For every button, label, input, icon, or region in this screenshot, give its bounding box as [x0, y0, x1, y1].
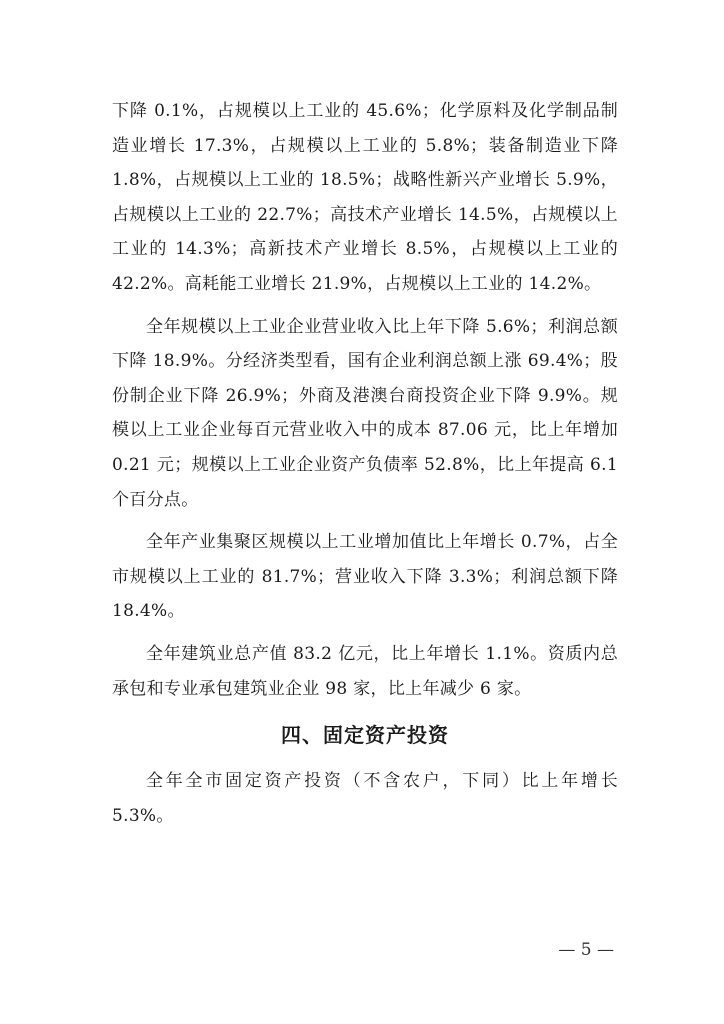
document-body	[112, 94, 618, 833]
paragraph-gap	[112, 302, 618, 310]
paragraph-industrial-cluster: 全年产业集聚区规模以上工业增加值比上年增长 0.7%，占全市规模以上工业的 81.7%；营业收入下降 3.3%；利润总额下降 18.4%。	[112, 532, 618, 622]
paragraph-gap	[112, 629, 618, 637]
paragraph-fixed-asset-investment: 全年全市固定资产投资（不含农户，下同）比上年增长 5.3%。	[112, 771, 618, 826]
section-title: 四、固定资产投资	[281, 723, 449, 748]
paragraph-construction: 全年建筑业总产值 83.2 亿元，比上年增长 1.1%。资质内总承包和专业承包建筑业企业 98 家，比上年减少 6 家。	[112, 643, 618, 699]
paragraph-industry-sectors: 下降 0.1%，占规模以上工业的 45.6%；化学原料及化学制品制造业增长 17.3%，占规模以上工业的 5.8%；装备制造业下降 1.8%，占规模以上工业的 18.5%；战略性新兴产业增长 5.9%，占规模以上工业的 22.7%；高技术产业增长 14.5%，占规模以上工业的 14.3%；高新技术产业增长 8.5%，占规模以上工业的 42.2%。高耗能工业增长 21.9%，占规模以上工业的 14.2%。	[112, 101, 618, 294]
page-number: — 5 —	[558, 940, 614, 960]
paragraph-gap	[112, 517, 618, 525]
paragraph-revenue-profit: 全年规模以上工业企业营业收入比上年下降 5.6%；利润总额下降 18.9%。分经济类型看，国有企业利润总额上涨 69.4%；股份制企业下降 26.9%；外商及港澳台商投资企业下降 9.9%。规模以上工业企业每百元营业收入中的成本 87.06 元，比上年增加 0.21 元；规模以上工业企业资产负债率 52.8%，比上年提高 6.1 个百分点。	[112, 316, 618, 510]
